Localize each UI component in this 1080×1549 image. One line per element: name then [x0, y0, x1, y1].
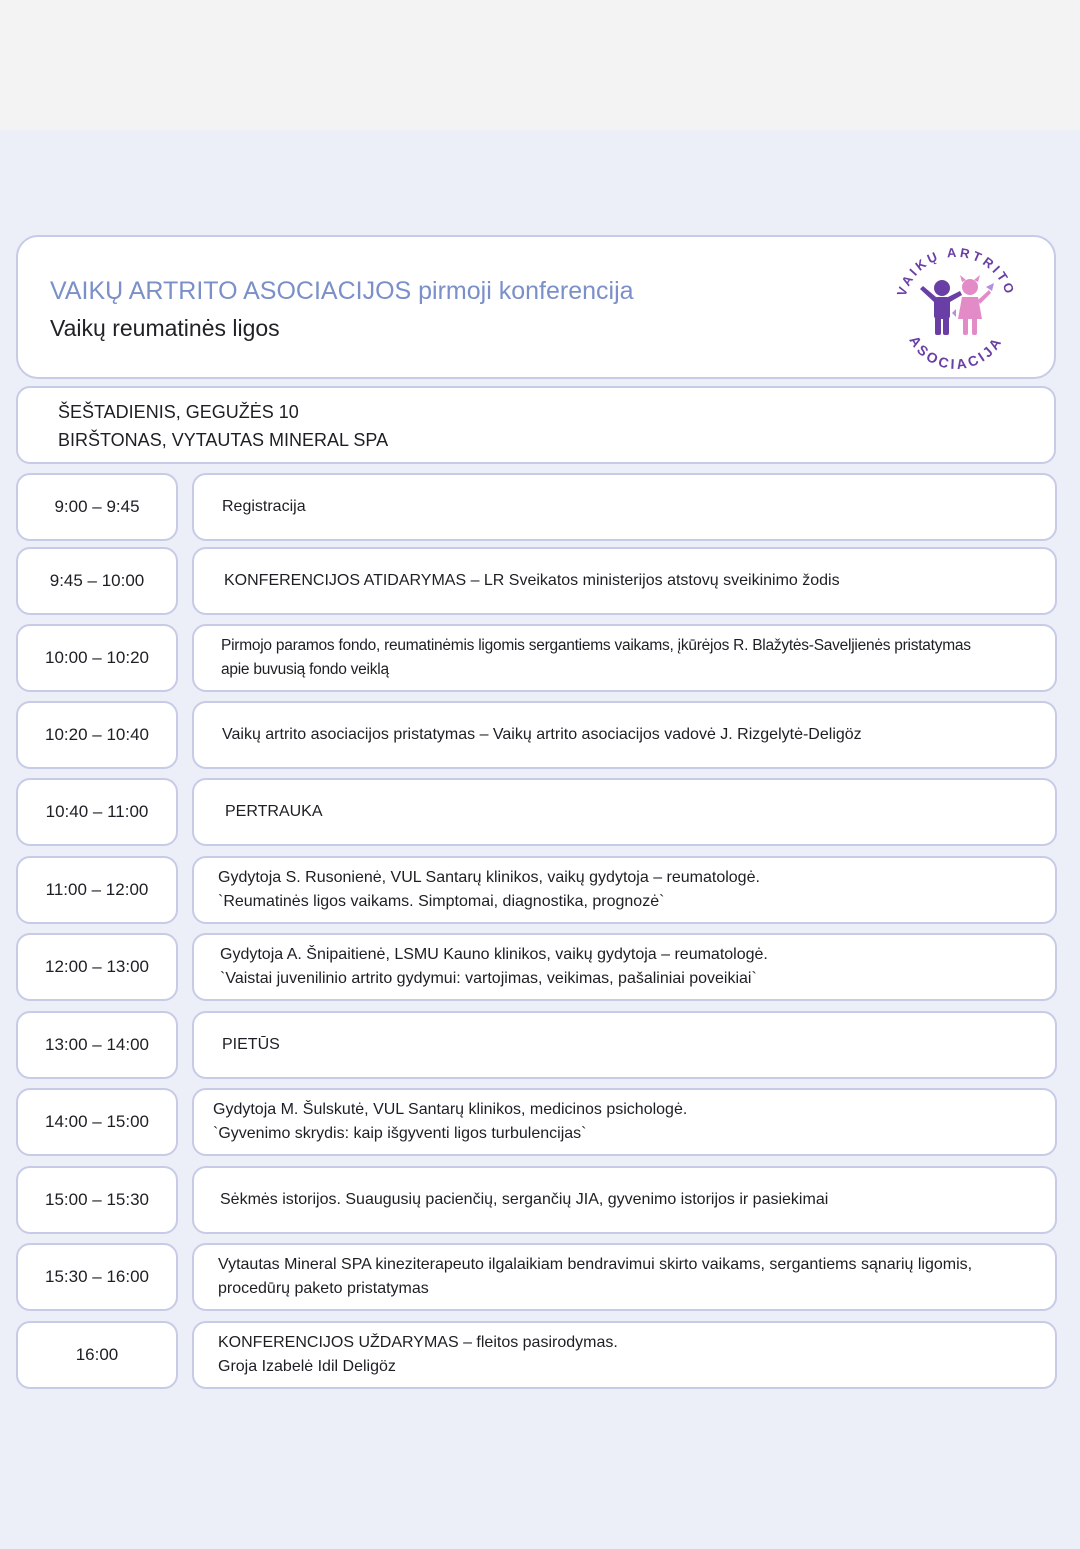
agenda-item [192, 1243, 1057, 1311]
agenda-item [192, 1321, 1057, 1389]
agenda-text: Pirmojo paramos fondo, reumatinėmis ligomis sergantiems vaikams, įkūrėjos R. Blažytės-Saveljienės pristatymas [221, 637, 971, 654]
date-location-card [16, 386, 1056, 464]
top-band [0, 0, 1080, 130]
agenda-text: KONFERENCIJOS UŽDARYMAS – fleitos pasirodymas. [218, 1334, 618, 1351]
time-label: 15:00 – 15:30 [45, 1190, 149, 1209]
agenda-text: Groja Izabelė Idil Deligöz [218, 1358, 396, 1375]
agenda-text: Gydytoja A. Šnipaitienė, LSMU Kauno klinikos, vaikų gydytoja – reumatologė. [220, 946, 768, 963]
time-slot [16, 856, 178, 924]
agenda-text: Registracija [222, 498, 306, 515]
agenda-text: `Reumatinės ligos vaikams. Simptomai, diagnostika, prognozė` [218, 893, 665, 910]
event-date: ŠEŠTADIENIS, GEGUŽĖS 10 [58, 402, 299, 422]
time-slot [16, 547, 178, 615]
agenda-item [192, 624, 1057, 692]
time-slot [16, 701, 178, 769]
conference-subtitle: Vaikų reumatinės ligos [50, 315, 280, 341]
agenda-text: PERTRAUKA [225, 803, 323, 820]
time-label: 10:00 – 10:20 [45, 648, 149, 667]
logo-top-text: VAIKŲ ARTRITO [893, 247, 1019, 299]
conference-title: VAIKŲ ARTRITO ASOCIACIJOS pirmoji konferencija [50, 277, 634, 305]
association-logo [890, 247, 1020, 369]
time-label: 14:00 – 15:00 [45, 1112, 149, 1131]
agenda-text: Gydytoja S. Rusonienė, VUL Santarų klinikos, vaikų gydytoja – reumatologė. [218, 869, 760, 886]
time-slot [16, 933, 178, 1001]
logo-bottom-text: ASOCIACIJA [906, 332, 1006, 369]
time-label: 10:40 – 11:00 [45, 802, 149, 821]
time-label: 15:30 – 16:00 [45, 1267, 149, 1286]
agenda-item [192, 701, 1057, 769]
time-slot [16, 1243, 178, 1311]
agenda-text: Sėkmės istorijos. Suaugusių pacienčių, sergančių JIA, gyvenimo istorijos ir pasiekimai [220, 1191, 829, 1208]
agenda-item [192, 856, 1057, 924]
svg-text:VAIKŲ ARTRITO [894, 247, 1019, 298]
agenda-text: procedūrų paketo pristatymas [218, 1280, 429, 1297]
time-slot [16, 1011, 178, 1079]
agenda-text: KONFERENCIJOS ATIDARYMAS – LR Sveikatos ministerijos atstovų sveikinimo žodis [224, 572, 840, 589]
time-label: 10:20 – 10:40 [45, 725, 149, 744]
girl-figure-icon [958, 275, 991, 335]
time-slot [16, 1088, 178, 1156]
time-slot [16, 473, 178, 541]
time-label: 11:00 – 12:00 [45, 880, 149, 899]
time-slot [16, 624, 178, 692]
agenda-text: `Gyvenimo skrydis: kaip išgyventi ligos turbulencijas` [213, 1125, 587, 1142]
agenda-item [192, 933, 1057, 1001]
agenda-text: PIETŪS [222, 1036, 280, 1053]
agenda-item [192, 1011, 1057, 1079]
time-label: 9:00 – 9:45 [54, 497, 140, 516]
time-slot [16, 1321, 178, 1389]
event-location: BIRŠTONAS, VYTAUTAS MINERAL SPA [58, 430, 389, 450]
agenda-text: Gydytoja M. Šulskutė, VUL Santarų klinikos, medicinos psichologė. [213, 1101, 688, 1118]
time-slot [16, 778, 178, 846]
agenda-text: Vytautas Mineral SPA kineziterapeuto ilgalaikiam bendravimui skirto vaikams, sergantiems sąnarių ligomis, [218, 1256, 973, 1273]
agenda-item [192, 778, 1057, 846]
time-label: 12:00 – 13:00 [45, 957, 149, 976]
agenda-item [192, 547, 1057, 615]
svg-text:ASOCIACIJA [906, 333, 1005, 369]
agenda-item [192, 1166, 1057, 1234]
agenda-text: `Vaistai juvenilinio artrito gydymui: vartojimas, veikimas, pašaliniai poveikiai` [220, 970, 757, 987]
time-label: 9:45 – 10:00 [49, 571, 145, 590]
agenda-text: Vaikų artrito asociacijos pristatymas – Vaikų artrito asociacijos vadovė J. Rizgelytė-Deligöz [222, 726, 862, 743]
agenda-item [192, 1088, 1057, 1156]
agenda-text: apie buvusią fondo veiklą [221, 661, 389, 678]
boy-figure-icon [920, 280, 962, 335]
header-card [16, 235, 1056, 379]
time-slot [16, 1166, 178, 1234]
time-label: 16:00 [75, 1345, 119, 1364]
time-label: 13:00 – 14:00 [45, 1035, 149, 1054]
agenda-item [192, 473, 1057, 541]
